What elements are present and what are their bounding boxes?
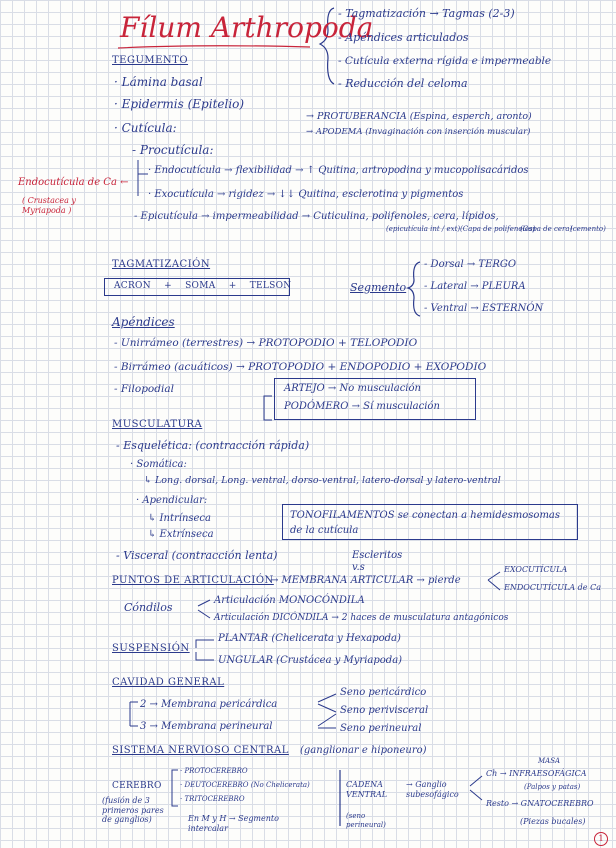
feature-line-3: - Cutícula externa rígida e impermeable (338, 55, 552, 67)
heading-snc: SISTEMA NERVIOSO CENTRAL (112, 745, 289, 756)
cerebro: CEREBRO (112, 781, 162, 791)
heading-apendices: Apéndices (112, 315, 175, 329)
palpos-patas: (Palpos y patas) (524, 783, 581, 791)
somatica-list: ↳ Long. dorsal, Long. ventral, dorso-ventral, latero-dorsal y latero-ventral (144, 475, 501, 486)
epidermis: · Epidermis (Epitelio) (114, 97, 245, 111)
piezas-bucales: (Piezas bucales) (520, 817, 586, 826)
filopodial: - Filopodial (114, 383, 174, 395)
monocondila: Articulación MONOCÓNDILA (214, 595, 365, 606)
seno-perineural: Seno perineural (340, 723, 422, 734)
intrinseca: ↳ Intrínseca (148, 513, 211, 524)
segmento-intercalar: En M y H → Segmento intercalar (188, 814, 279, 833)
acron-soma-telson: ACRON + SOMA + TELSON (114, 281, 292, 291)
heading-tagmatizacion: TAGMATIZACIÓN (112, 259, 211, 270)
cadena-ventral: CADENA VENTRAL (346, 780, 388, 800)
membrana-articular: → MEMBRANA ARTICULAR → pierde (270, 575, 461, 586)
seno-pericardico: Seno pericárdico (340, 687, 427, 698)
tritocerebro: · TRITOCEREBRO (180, 795, 245, 803)
epi-sub-1: (epicutícula int / ext) (386, 225, 461, 233)
exocuticula-art: EXOCUTÍCULA (504, 565, 568, 574)
visceral: - Visceral (contracción lenta) (116, 549, 278, 562)
cuticula: · Cutícula: (114, 121, 177, 135)
feature-line-2: - Apéndices articulados (338, 31, 469, 44)
ganglio-subesofagico: → Ganglio subesofágico (406, 780, 459, 800)
membrana-pericardica: 2 → Membrana pericárdica (140, 699, 278, 710)
lamina-basal: · Lámina basal (114, 75, 203, 89)
dicondila: Articulación DICÓNDILA → 2 haces de musculatura antagónicos (214, 613, 509, 623)
ch-infraesofagica: Ch → INFRAESOFÁGICA (486, 769, 587, 778)
epi-sub-4: (cemento) (570, 225, 606, 233)
page-title: Fílum Arthropoda (120, 11, 374, 44)
feature-line-4: - Reducción del celoma (338, 77, 468, 90)
crustacea-myriapoda-note: ( Crustacea y Myriapoda ) (22, 196, 76, 216)
segmento-dorsal: - Dorsal → TERGO (424, 259, 517, 270)
plantar: PLANTAR (Chelicerata y Hexapoda) (218, 633, 401, 644)
escleritos: Escleritos v.s (352, 550, 403, 573)
artejo: ARTEJO → No musculación (284, 383, 421, 394)
ungular: UNGULAR (Crustácea y Myriapoda) (218, 655, 403, 666)
esqueletica: - Esquelética: (contracción rápida) (116, 439, 310, 452)
podomero: PODÓMERO → Sí musculación (284, 401, 440, 412)
epi-sub-2: (Capa de polifenoles) (460, 225, 536, 233)
endocuticula-ca-note: Endocutícula de Ca ← (18, 177, 129, 188)
extrinseca: ↳ Extrínseca (148, 529, 214, 540)
heading-musculatura: MUSCULATURA (112, 419, 203, 430)
tonofilamentos: TONOFILAMENTOS se conectan a hemidesmosomas de la cutícula (290, 510, 561, 536)
seno-perineural-snc: (seno perineural) (346, 812, 386, 830)
epi-sub-3: (Capa de cera) (520, 225, 573, 233)
protocerebro: · PROTOCEREBRO (180, 767, 248, 775)
segmento-label: Segmento (350, 281, 407, 294)
heading-cavidad: CAVIDAD GENERAL (112, 677, 225, 688)
protuberancia: → PROTUBERANCIA (Espina, esperch, aronto) (306, 111, 532, 122)
feature-line-1: - Tagmatización → Tagmas (2-3) (338, 7, 515, 20)
page-number: 1 (594, 832, 608, 846)
apodema: → APODEMA (Invaginación con inserción muscular) (306, 127, 531, 137)
birrameo: - Birrámeo (acuáticos) → PROTOPODIO + ENDOPODIO + EXOPODIO (114, 361, 487, 373)
segmento-ventral: - Ventral → ESTERNÓN (424, 303, 544, 314)
heading-articulacion: PUNTOS DE ARTICULACIÓN (112, 575, 274, 586)
snc-note: (ganglionar e hiponeuro) (300, 745, 427, 756)
masa: MASA (538, 757, 561, 765)
epicuticula: - Epicutícula → impermeabilidad → Cuticulina, polifenoles, cera, lípidos, (134, 211, 499, 222)
fusion-note: (fusión de 3 primeros pares de ganglios) (102, 796, 164, 825)
resto-gnatocerebro: Resto → GNATOCEREBRO (486, 799, 594, 808)
apendicular: · Apendicular: (136, 495, 208, 506)
membrana-perineural: 3 → Membrana perineural (140, 721, 273, 732)
heading-suspension: SUSPENSIÓN (112, 643, 190, 654)
condilos: Cóndilos (124, 601, 173, 614)
exocuticula: · Exocutícula → rigidez → ↓↓ Quitina, esclerotina y pigmentos (148, 189, 464, 200)
segmento-lateral: - Lateral → PLEURA (424, 281, 526, 292)
somatica: · Somática: (130, 459, 187, 470)
heading-tegumento: TEGUMENTO (112, 55, 189, 66)
seno-perivisceral: Seno perivisceral (340, 705, 429, 716)
endocuticula: · Endocutícula → flexibilidad → ↑ Quitina, artropodina y mucopolisacáridos (148, 165, 529, 176)
procuticula: - Procutícula: (132, 143, 214, 157)
endocuticula-art: ENDOCUTÍCULA de Ca (504, 583, 601, 592)
deutocerebro: · DEUTOCEREBRO (No Chelicerata) (180, 781, 310, 789)
unirrameo: - Unirrámeo (terrestres) → PROTOPODIO + TELOPODIO (114, 337, 418, 349)
